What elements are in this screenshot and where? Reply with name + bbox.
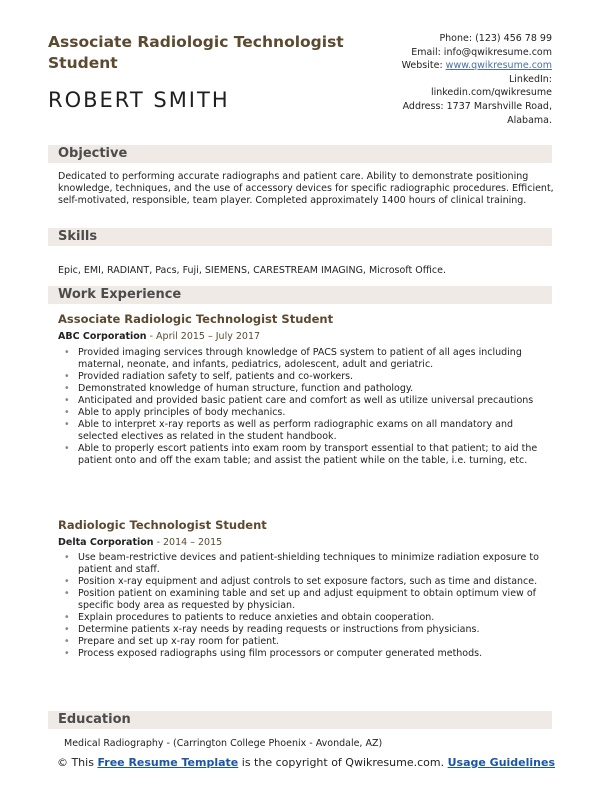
education-entry: Medical Radiography - (Carrington College Phoenix - Avondale, AZ) — [64, 738, 383, 749]
list-item: • Able to interpret x-ray reports as well as perform radiographic exams on all mandatory and selected electives as related in the student handbook. — [64, 419, 554, 443]
list-item: • Able to apply principles of body mechanics. — [64, 407, 554, 419]
list-item: • Anticipated and provided basic patient care and comfort as well as utilize universal precautions — [64, 395, 554, 407]
contact-address-line2: Alabama. — [507, 114, 552, 126]
list-item: • Determine patients x-ray needs by reading requests or instructions from physicians. — [64, 624, 554, 636]
list-item: • Able to properly escort patients into exam room by transport essential to that patient; to aid the patient onto and off the exam table; and assist the patient while on the table, i.e. turning, etc. — [64, 443, 554, 467]
list-item: • Position patient on examining table and set up and adjust equipment to obtain optimum view of specific body area as requested by physician. — [64, 588, 554, 612]
copyright-footer — [0, 756, 612, 770]
contact-block — [352, 32, 552, 127]
job-1-company: ABC Corporation — [58, 331, 147, 342]
objective-text: Dedicated to performing accurate radiographs and patient care. Ability to demonstrate positioning knowledge, techniques, and the use of accessory devices for specific radiographic procedures. Efficient, self-motivated, responsible, team player. Completed approximately 1400 hours of clinical training. — [58, 171, 554, 206]
website-label: Website: — [401, 60, 446, 72]
job-1-company-line — [58, 331, 260, 342]
website-link[interactable]: www.qwikresume.com — [445, 60, 552, 72]
job-title: Associate Radiologic Technologist Student — [48, 33, 344, 72]
list-item: • Position x-ray equipment and adjust controls to set exposure factors, such as time and distance. — [64, 576, 554, 588]
section-objective — [48, 145, 552, 163]
candidate-name: ROBERT SMITH — [48, 88, 230, 112]
list-item: • Explain procedures to patients to reduce anxieties and obtain cooperation. — [64, 612, 554, 624]
skills-text: Epic, EMI, RADIANT, Pacs, Fuji, SIEMENS, CARESTREAM IMAGING, Microsoft Office. — [58, 265, 446, 276]
resume-header — [48, 32, 564, 132]
footer-middle: is the copyright of Qwikresume.com. — [238, 756, 448, 769]
section-title: Objective — [58, 146, 128, 161]
contact-email: Email: info@qwikresume.com — [411, 46, 552, 58]
list-item: • Process exposed radiographs using film processors or computer generated methods. — [64, 648, 554, 660]
job-2-bullets — [64, 552, 554, 660]
contact-linkedin-label: LinkedIn: — [508, 73, 552, 85]
job-2-company-line — [58, 537, 222, 548]
job-1-title: Associate Radiologic Technologist Student — [58, 312, 334, 326]
section-work-experience — [48, 286, 552, 304]
job-2-dates: - 2014 – 2015 — [153, 537, 223, 548]
section-education — [48, 711, 552, 729]
contact-linkedin-url: linkedin.com/qwikresume — [430, 87, 552, 99]
contact-phone: Phone: (123) 456 78 99 — [439, 33, 552, 44]
job-2-title: Radiologic Technologist Student — [58, 518, 267, 532]
list-item: • Provided imaging services through knowledge of PACS system to patient of all ages including maternal, neonate, and infants, pediatrics, adolescent, adult and geriatric. — [64, 347, 554, 371]
free-resume-template-link[interactable]: Free Resume Template — [97, 756, 239, 769]
contact-address-line1: Address: 1737 Marshville Road, — [402, 100, 552, 112]
job-1-bullets — [64, 347, 554, 467]
list-item: • Provided radiation safety to self, patients and co-workers. — [64, 371, 554, 383]
list-item: • Prepare and set up x-ray room for patient. — [64, 636, 554, 648]
job-2-company: Delta Corporation — [58, 537, 154, 548]
list-item: • Demonstrated knowledge of human structure, function and pathology. — [64, 383, 554, 395]
section-skills — [48, 228, 552, 246]
footer-prefix: © This — [56, 756, 98, 769]
list-item: • Use beam-restrictive devices and patient-shielding techniques to minimize radiation exposure to patient and staff. — [64, 552, 554, 576]
contact-website — [352, 59, 552, 73]
section-title: Skills — [58, 229, 98, 244]
section-title: Work Experience — [58, 287, 182, 302]
section-title: Education — [58, 712, 131, 727]
job-1-dates: - April 2015 – July 2017 — [146, 331, 261, 342]
usage-guidelines-link[interactable]: Usage Guidelines — [447, 756, 556, 769]
